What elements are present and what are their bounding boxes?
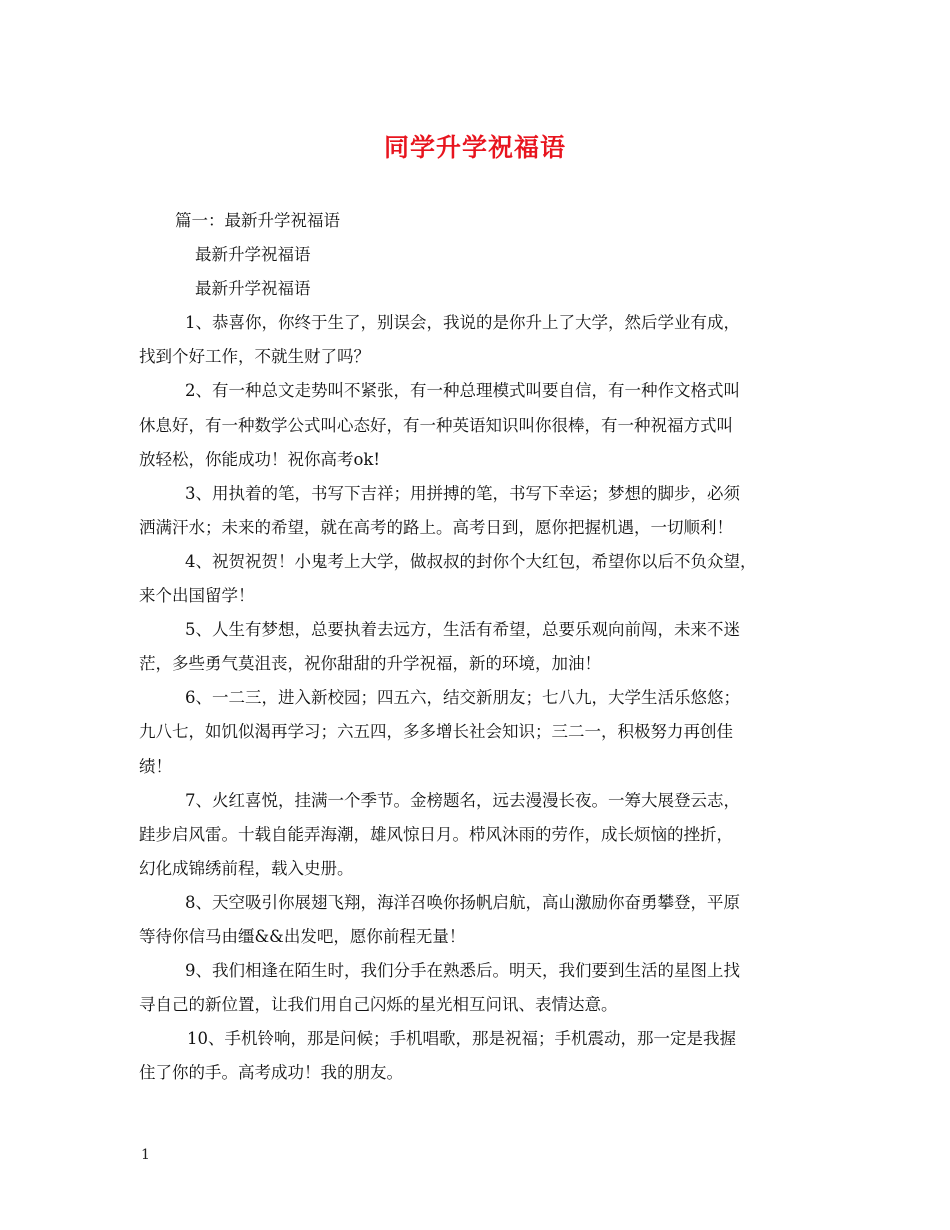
paragraph-7 [139, 784, 819, 886]
paragraph-line: 8、天空吸引你展翅飞翔，海洋召唤你扬帆启航，高山激励你奋勇攀登，平原 [185, 892, 740, 912]
paragraph-line: 7、火红喜悦，挂满一个季节。金榜题名，远去漫漫长夜。一筹大展登云志， [185, 790, 740, 810]
paragraph-2 [139, 374, 819, 476]
paragraph-line: 10、手机铃响，那是问候；手机唱歌，那是祝福；手机震动，那一定是我握 [187, 1029, 736, 1049]
paragraph-line: 4、祝贺祝贺！小鬼考上大学，做叔叔的封你个大红包，希望你以后不负众望， [185, 551, 757, 571]
paragraph-line: 寻自己的新位置，让我们用自己闪烁的星光相互问讯、表情达意。 [139, 995, 618, 1015]
paragraph-line: 1、恭喜你，你终于生了，别误会，我说的是你升上了大学，然后学业有成， [185, 313, 740, 333]
document-body [139, 204, 819, 1090]
paragraph-line: 放轻松，你能成功！祝你高考ok! [139, 449, 381, 469]
paragraph-line: 找到个好工作，不就生财了吗？ [139, 347, 370, 367]
paragraph-line: 住了你的手。高考成功！我的朋友。 [139, 1063, 403, 1083]
paragraph-line: 5、人生有梦想，总要执着去远方，生活有希望，总要乐观向前闯，未来不迷 [185, 620, 740, 640]
paragraph-line: 洒满汗水；未来的希望，就在高考的路上。高考日到，愿你把握机遇，一切顺利！ [139, 517, 733, 537]
paragraph-line: 跬步启风雷。十载自能弄海潮，雄风惊日月。栉风沐雨的劳作，成长烦恼的挫折， [139, 824, 733, 844]
subheading: 最新升学祝福语 [195, 245, 311, 265]
paragraph-9 [139, 954, 819, 1022]
paragraph-line: 来个出国留学！ [139, 586, 255, 606]
paragraph-line: 茫，多些勇气莫沮丧，祝你甜甜的升学祝福，新的环境，加油！ [139, 654, 601, 674]
paragraph-10 [139, 1022, 819, 1090]
paragraph-line: 等待你信马由缰&&出发吧，愿你前程无量！ [139, 926, 466, 946]
paragraph-3 [139, 477, 819, 545]
paragraph-5 [139, 613, 819, 681]
paragraph-line: 2、有一种总文走势叫不紧张，有一种总理模式叫要自信，有一种作文格式叫 [185, 381, 740, 401]
paragraph-line: 幻化成锦绣前程，载入史册。 [139, 858, 354, 878]
paragraph-4 [139, 545, 819, 613]
page-number: 1 [141, 1147, 150, 1163]
document-title: 同学升学祝福语 [383, 133, 566, 162]
paragraph-line: 绩！ [139, 756, 172, 776]
paragraph-8 [139, 886, 819, 954]
section-heading: 篇一：最新升学祝福语 [175, 211, 340, 230]
paragraph-line: 6、一二三，进入新校园；四五六，结交新朋友；七八九，大学生活乐悠悠； [185, 688, 740, 708]
subheading: 最新升学祝福语 [195, 279, 311, 299]
paragraph-6 [139, 681, 819, 783]
paragraph-line: 九八七，如饥似渴再学习；六五四，多多增长社会知识；三二一，积极努力再创佳 [139, 722, 733, 742]
paragraph-1 [139, 306, 819, 374]
paragraph-line: 3、用执着的笔，书写下吉祥；用拼搏的笔，书写下幸运；梦想的脚步，必须 [185, 483, 740, 503]
paragraph-line: 9、我们相逢在陌生时，我们分手在熟悉后。明天，我们要到生活的星图上找 [185, 961, 740, 981]
paragraph-line: 休息好，有一种数学公式叫心态好，有一种英语知识叫你很棒，有一种祝福方式叫 [139, 415, 733, 435]
